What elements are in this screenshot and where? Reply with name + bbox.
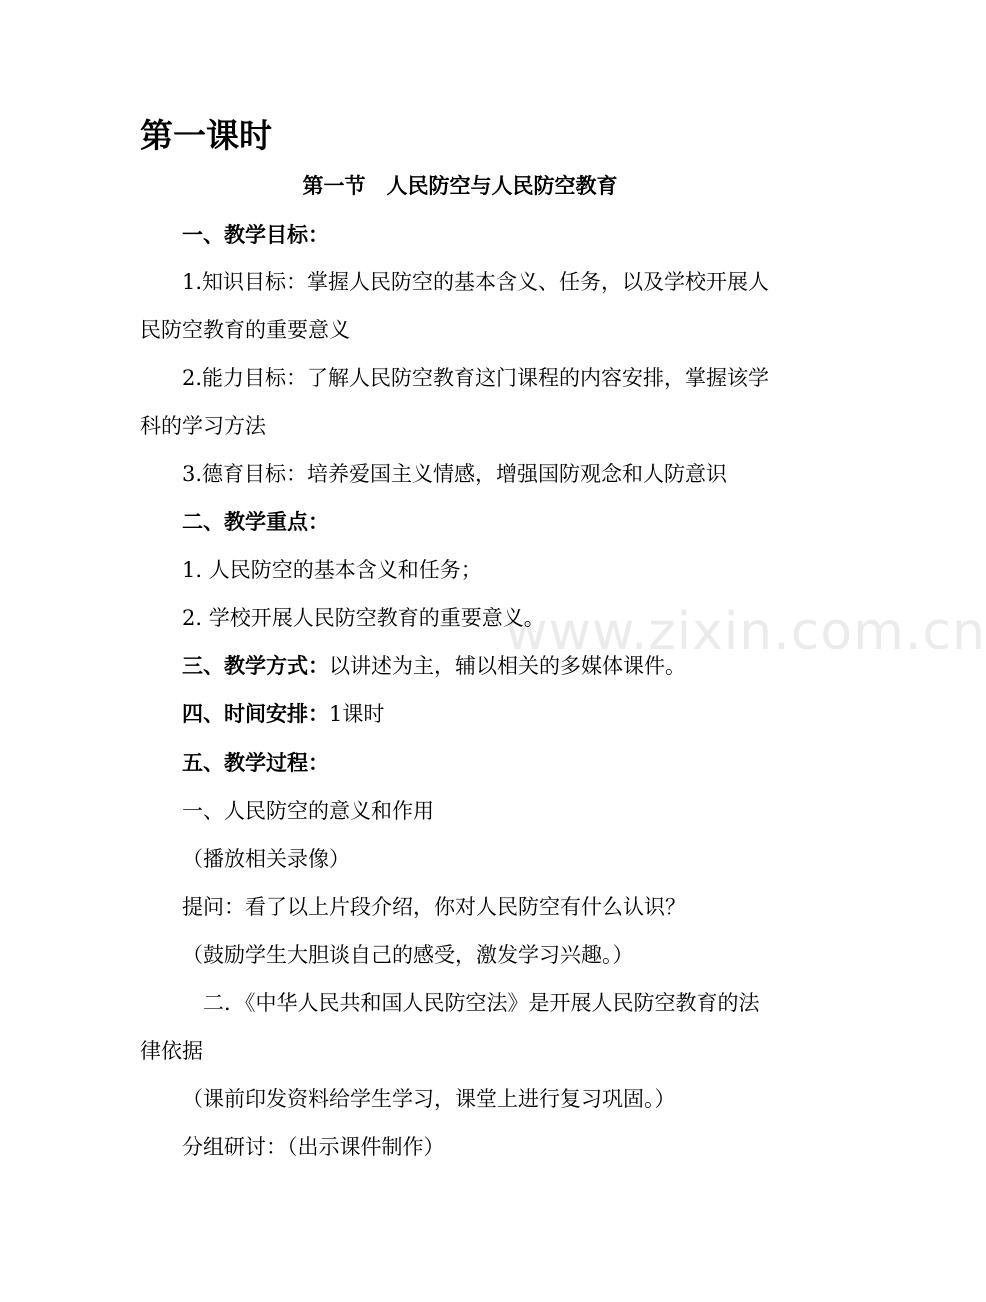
- key-point-2: 2. 学校开展人民防空教育的重要意义。: [182, 606, 545, 630]
- process-heading: 五、教学过程：: [182, 750, 329, 775]
- time-arrangement-heading: 四、时间安排：: [182, 701, 329, 726]
- goal-3: 3.德育目标：培养爱国主义情感，增强国防观念和人防意识: [182, 462, 728, 486]
- process-note-video: （播放相关录像）: [182, 847, 350, 871]
- teaching-method-heading: 三、教学方式：: [182, 653, 329, 678]
- page-title: 第一课时: [140, 116, 272, 155]
- process-group-discussion: 分组研讨：（出示课件制作）: [182, 1135, 445, 1159]
- goal-2-line-2: 科的学习方法: [140, 414, 266, 438]
- goal-2-line-1: 2.能力目标：了解人民防空教育这门课程的内容安排，掌握该学: [182, 366, 770, 390]
- teaching-method-text: 以讲述为主，辅以相关的多媒体课件。: [329, 654, 686, 678]
- process-item-2-line-2: 律依据: [140, 1039, 203, 1063]
- section-subtitle: 第一节 人民防空与人民防空教育: [302, 173, 618, 198]
- time-arrangement: [182, 700, 842, 728]
- process-question: 提问：看了以上片段介绍，你对人民防空有什么认识？: [182, 895, 686, 919]
- goal-1-line-2: 民防空教育的重要意义: [140, 318, 350, 342]
- time-arrangement-text: 1课时: [329, 702, 385, 726]
- watermark: www.zixin.com.cn: [505, 602, 986, 662]
- process-item-1: 一、人民防空的意义和作用: [182, 799, 434, 823]
- process-note-materials: （课前印发资料给学生学习，课堂上进行复习巩固。）: [182, 1087, 676, 1111]
- objectives-heading: 一、教学目标：: [182, 222, 329, 247]
- process-note-encourage: （鼓励学生大胆谈自己的感受，激发学习兴趣。）: [182, 943, 634, 967]
- key-points-heading: 二、教学重点：: [182, 509, 329, 534]
- process-item-2-line-1: 二．《中华人民共和国人民防空法》是开展人民防空教育的法: [203, 991, 760, 1015]
- goal-1-line-1: 1.知识目标：掌握人民防空的基本含义、任务，以及学校开展人: [182, 270, 770, 294]
- key-point-1: 1. 人民防空的基本含义和任务；: [182, 558, 482, 582]
